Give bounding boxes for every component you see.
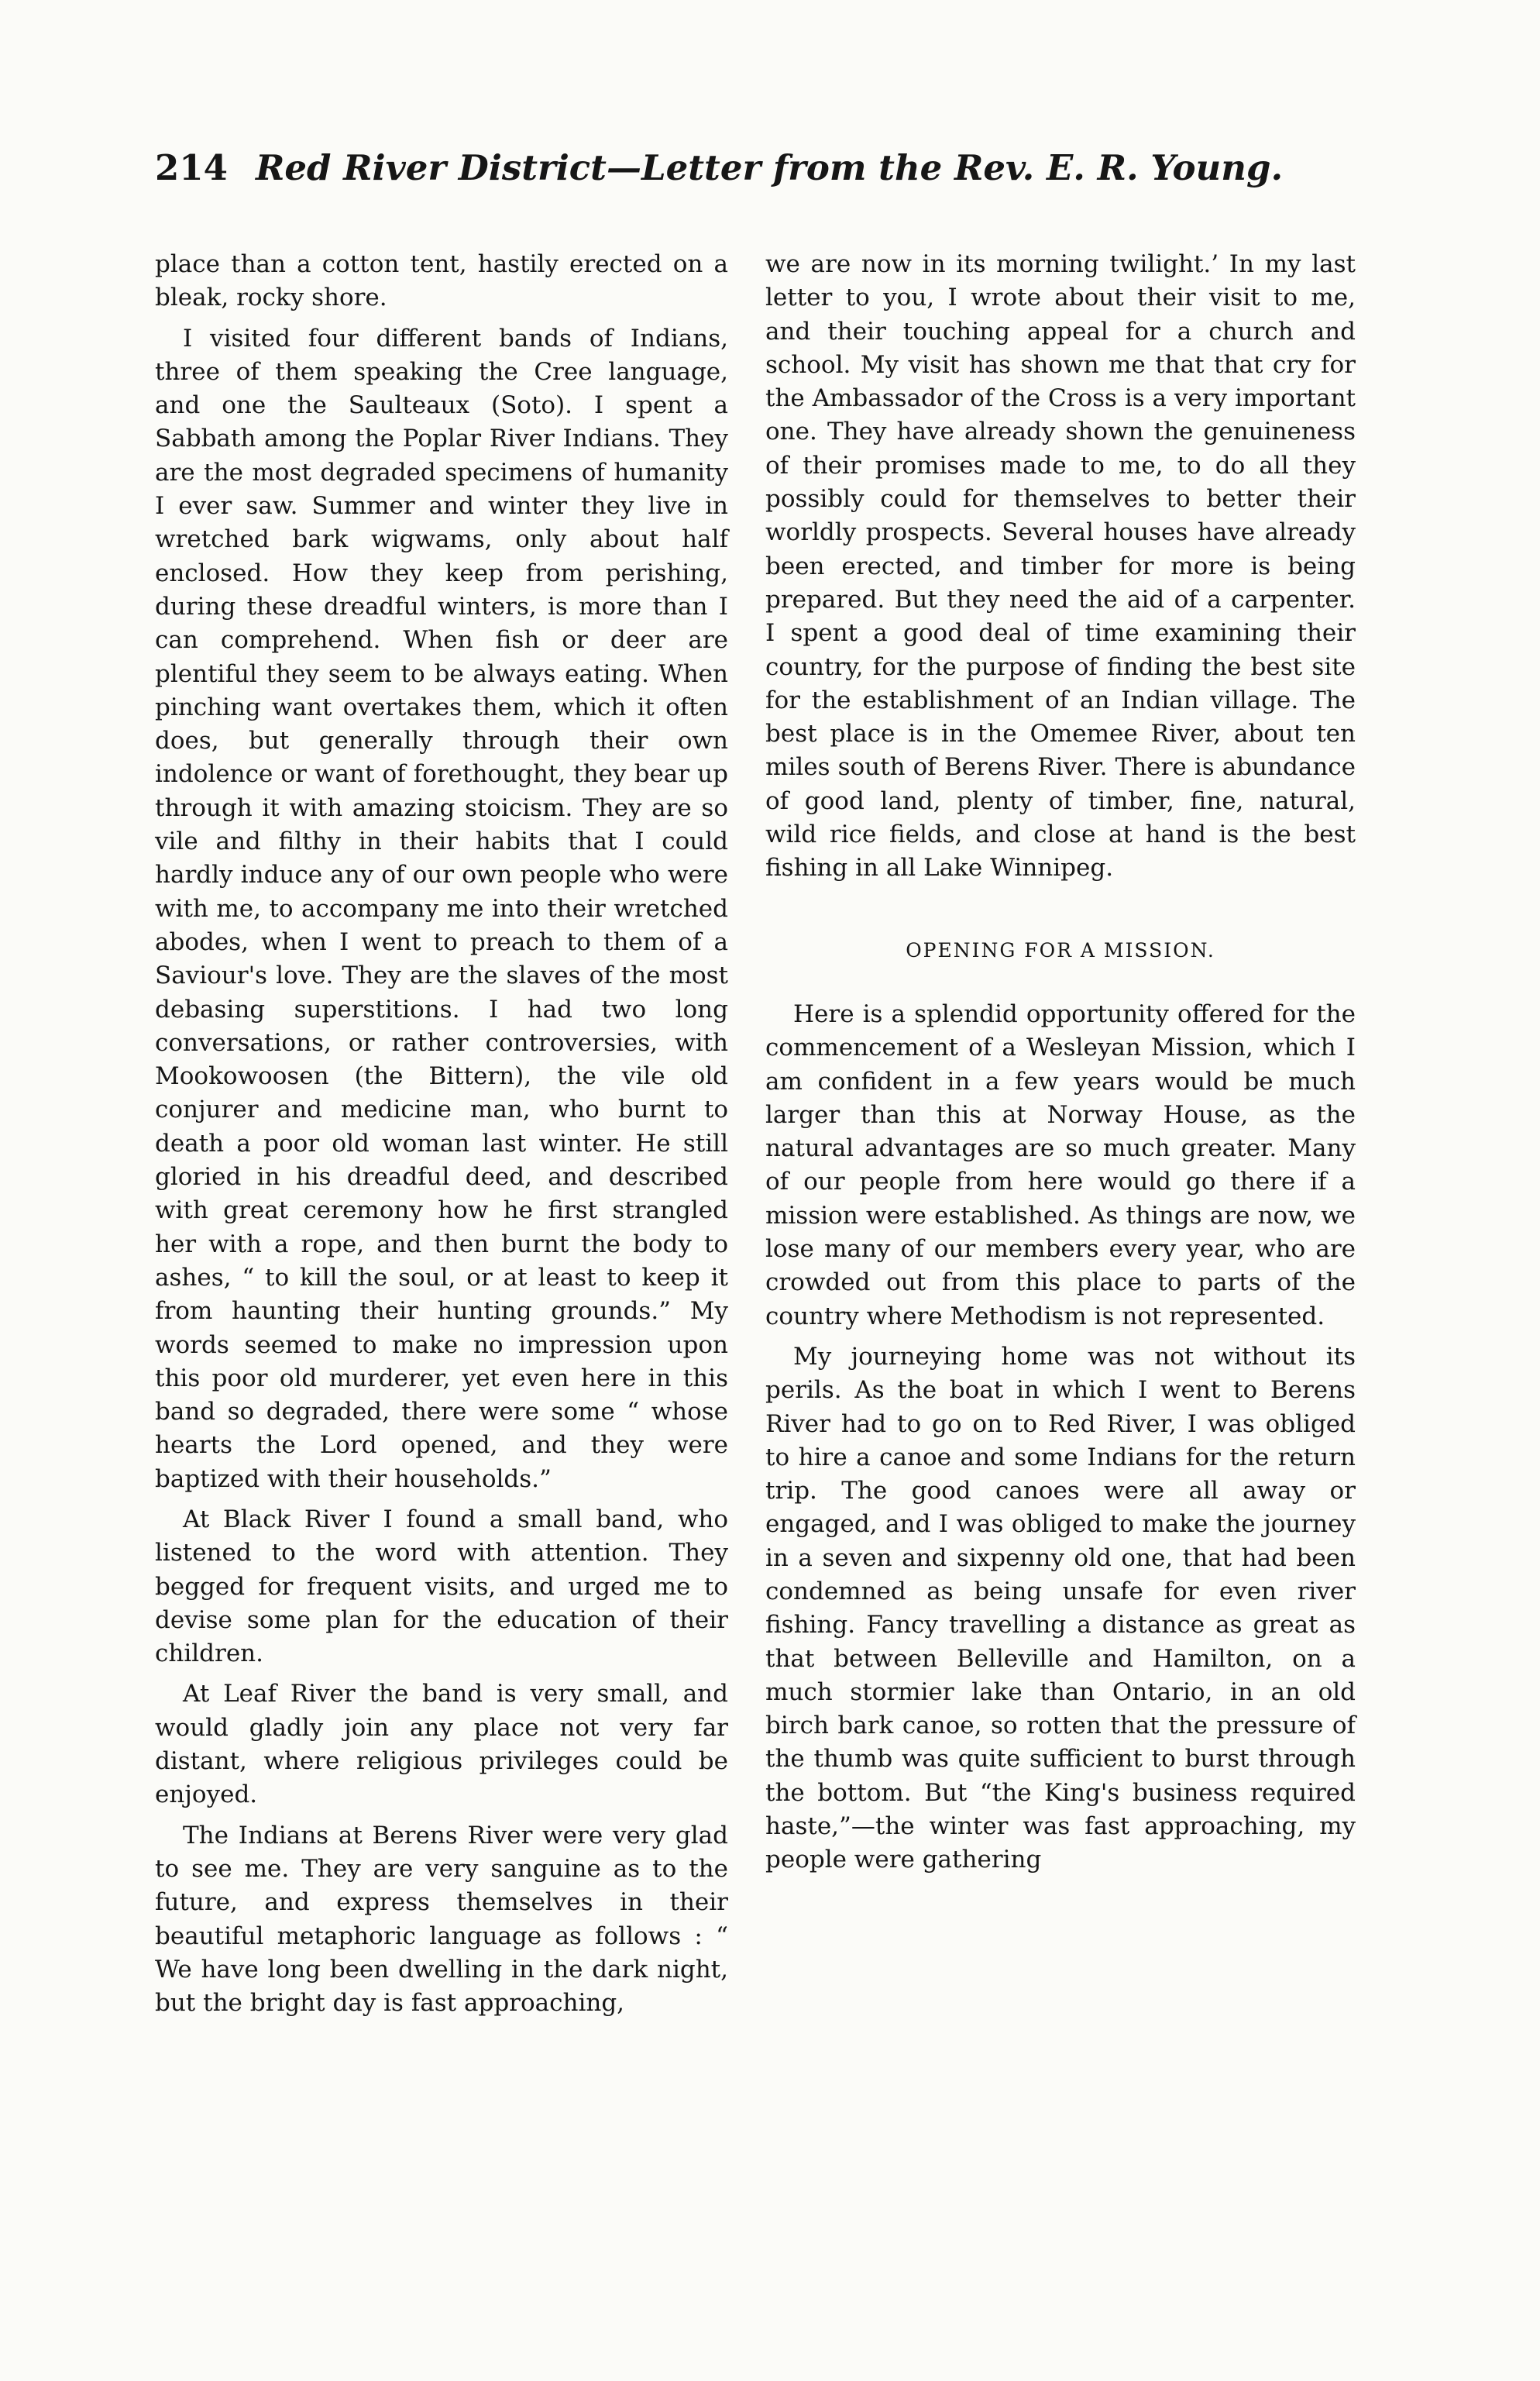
section-heading: OPENING FOR A MISSION. bbox=[906, 938, 1215, 962]
paragraph: At Leaf River the band is very small, and would gladly join any place not very far distant, where religious privileges could be enjoyed. bbox=[155, 1680, 728, 1809]
paragraph: we are now in its morning twilight.’ In my last letter to you, I wrote about their visit to me, and their touching appeal for a church and school. My visit has shown me that that cry for the Ambassador of the Cross is a very important one. They have already shown the genuineness of their promises made to me, to do all they possibly could for themselves to better their worldly prospects. Several houses have already been erected, and timber for more is being prepared. But they need the aid of a carpenter. I spent a good deal of time examining their country, for the purpose of finding the best site for the establishment of an Indian village. The best place is in the Omemee River, about ten miles south of Berens River. There is abundance of good land, plenty of timber, fine, natural, wild rice fields, and close at hand is the best fishing in all Lake Winnipeg. bbox=[765, 250, 1356, 883]
page-number: 214 bbox=[155, 147, 228, 188]
running-head: Red River District—Letter from the Rev. E. R. Young. bbox=[255, 147, 1284, 188]
paragraph: My journeying home was not without its perils. As the boat in which I went to Berens River had to go on to Red River, I was obliged to hire a canoe and some Indians for the return trip. The good canoes were all away or engaged, and I was obliged to make the journey in a seven and sixpenny old one, that had been condemned as being unsafe for even river fishing. Fancy travelling a distance as great as that between Belleville and Hamilton, on a much stormier lake than Ontario, in an old birch bark canoe, so rotten that the pressure of the thumb was quite sufficient to burst through the bottom. But “the King's business required haste,”—the winter was fast approaching, my people were gathering bbox=[765, 1342, 1356, 1874]
paragraph: I visited four different bands of Indians, three of them speaking the Cree language, and one the Saulteaux (Soto). I spent a Sabbath among the Poplar River Indians. They are the most degraded specimens of humanity I ever saw. Summer and winter they live in wretched bark wigwams, only about half enclosed. How they keep from perishing, during these dreadful winters, is more than I can comprehend. When fish or deer are plentiful they seem to be always eating. When pinching want overtakes them, which it often does, but generally through their own indolence or want of forethought, they bear up through it with amazing stoicism. They are so vile and filthy in their habits that I could hardly induce any of our own people who were with me, to accompany me into their wretched abodes, when I went to preach to them of a Saviour's love. They are the slaves of the most debasing superstitions. I had two long conversations, or rather controversies, with Mookowoosen (the Bittern), the vile old conjurer and medicine man, who burnt to death a poor old woman last winter. He still gloried in his dreadful deed, and described with great ceremony how he first strangled her with a rope, and then burnt the body to ashes, “ to kill the soul, or at least to keep it from haunting their hunting grounds.” My words seemed to make no impression upon this poor old murderer, yet even here in this band so degraded, there were some “ whose hearts the Lord opened, and they were baptized with their households.” bbox=[155, 324, 728, 1493]
right-column bbox=[765, 248, 1356, 1884]
paragraph: At Black River I found a small band, who listened to the word with attention. They begged for frequent visits, and urged me to devise some plan for the education of their children. bbox=[155, 1505, 728, 1668]
paragraph: The Indians at Berens River were very glad to see me. They are very sanguine as to the future, and express themselves in their beautiful metaphoric language as follows : “ We have long been dwelling in the dark night, but the bright day is fast approaching, bbox=[155, 1821, 728, 2018]
left-column bbox=[155, 248, 728, 2027]
paragraph: Here is a splendid opportunity offered for the commencement of a Wesleyan Mission, which I am confident in a few years would be much larger than this at Norway House, as the natural advantages are so much greater. Many of our people from here would go there if a mission were established. As things are now, we lose many of our members every year, who are crowded out from this place to parts of the country where Methodism is not represented. bbox=[765, 1000, 1356, 1330]
paragraph: place than a cotton tent, hastily erected on a bleak, rocky shore. bbox=[155, 250, 728, 312]
page-header bbox=[155, 147, 1410, 209]
